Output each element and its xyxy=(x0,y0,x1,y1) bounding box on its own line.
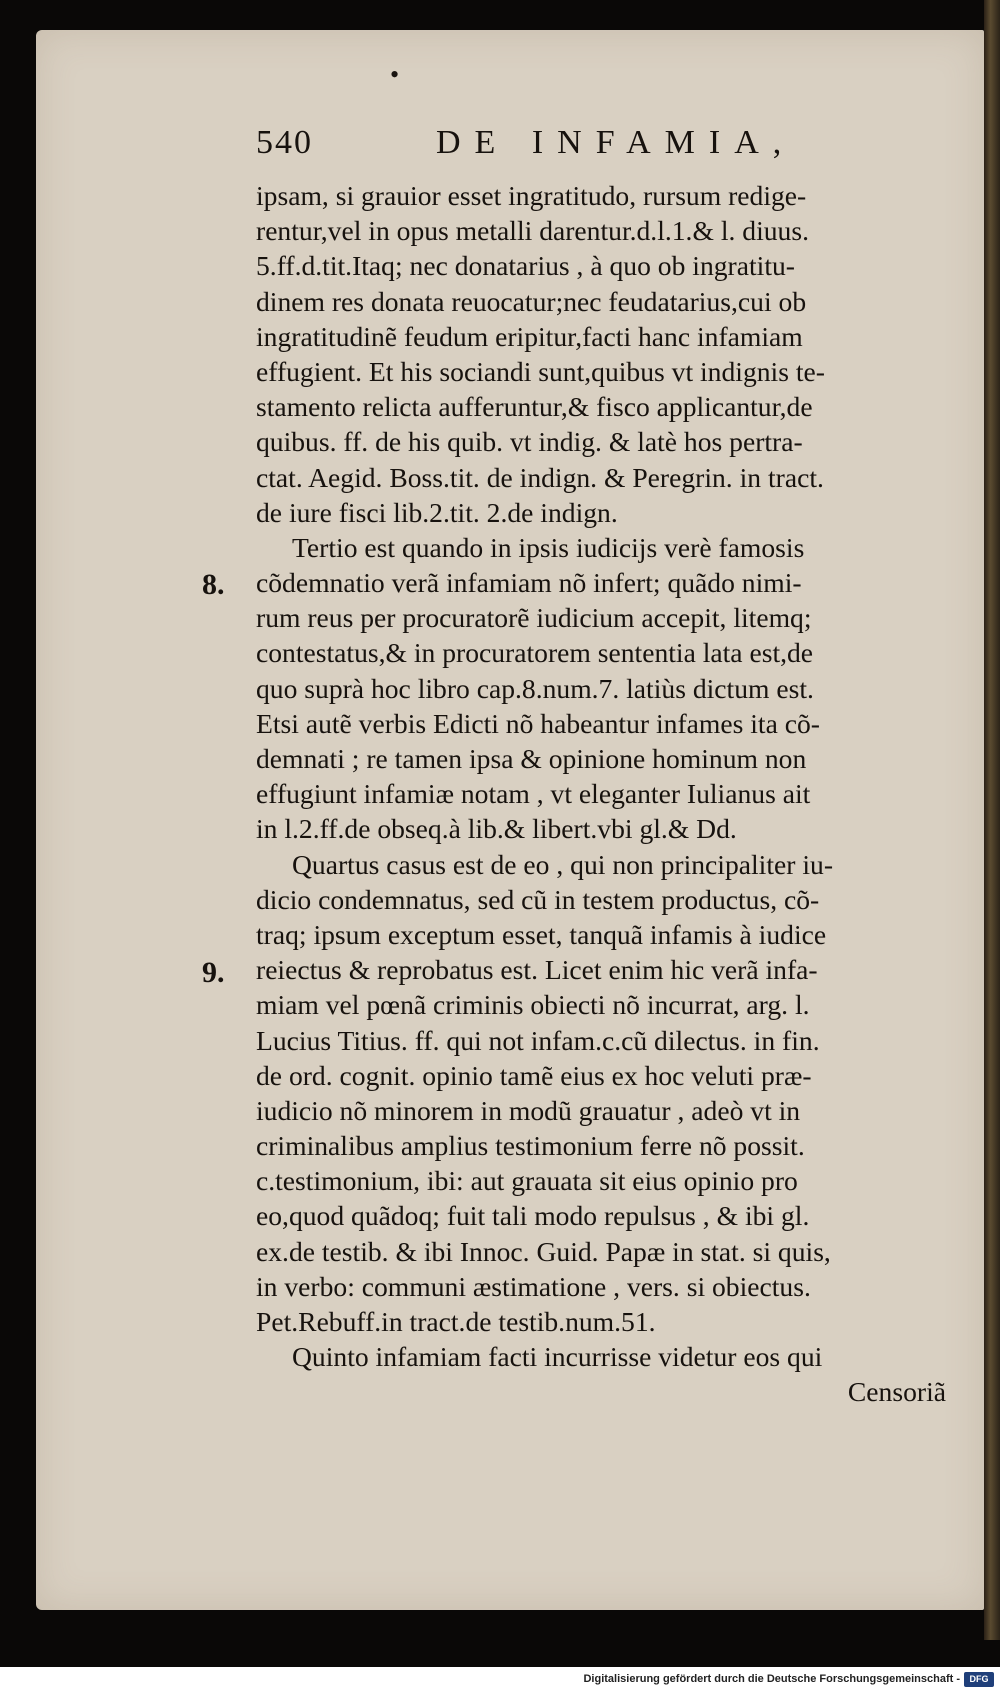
running-title: DE INFAMIA, xyxy=(436,124,796,161)
text-line: criminalibus amplius testimonium ferre nõ possit. xyxy=(256,1130,805,1162)
text-line: effugiunt infamiæ notam , vt eleganter Iulianus ait xyxy=(256,778,811,810)
footer-bar xyxy=(0,1667,1000,1695)
text-line: miam vel pœnã criminis obiecti nõ incurrat, arg. l. xyxy=(256,989,810,1021)
text-line: Tertio est quando in ipsis iudicijs verè famosis xyxy=(292,531,805,563)
text-line: 5.ff.d.tit.Itaq; nec donatarius , à quo ob ingratitu- xyxy=(256,250,795,282)
text-line: Lucius Titius. ff. qui not infam.c.cũ dilectus. in fin. xyxy=(256,1024,820,1056)
text-line: traq; ipsum exceptum esset, tanquã infamis à iudice xyxy=(256,918,827,950)
text-line: in verbo: communi æstimatione , vers. si obiectus. xyxy=(256,1270,811,1302)
text-line: dicio condemnatus, sed cũ in testem productus, cõ- xyxy=(256,883,820,915)
text-line: rentur,vel in opus metalli darentur.d.l.1.& l. diuus. xyxy=(256,215,809,247)
text-line: iudicio nõ minorem in modũ grauatur , adeò vt in xyxy=(256,1094,801,1126)
text-line: contestatus,& in procuratorem sententia lata est,de xyxy=(256,637,814,669)
footer-credit: Digitalisierung gefördert durch die Deutsche Forschungsgemeinschaft - xyxy=(583,1673,960,1685)
margin-number-9: 9. xyxy=(202,956,225,989)
body-text xyxy=(256,178,946,1410)
text-line: effugient. Et his sociandi sunt,quibus vt indignis te- xyxy=(256,355,825,387)
text-line: Quartus casus est de eo , qui non principaliter iu- xyxy=(292,848,834,880)
text-line: quibus. ff. de his quib. vt indig. & latè hos pertra- xyxy=(256,426,803,458)
text-line: dinem res donata reuocatur;nec feudatarius,cui ob xyxy=(256,285,807,317)
text-line: eo,quod quãdoq; fuit tali modo repulsus , & ibi gl. xyxy=(256,1200,810,1232)
page-number: 540 xyxy=(256,124,313,161)
text-line: rum reus per procuratorẽ iudicium accepit, litemq; xyxy=(256,602,812,634)
text-line: in l.2.ff.de obseq.à lib.& libert.vbi gl.& Dd. xyxy=(256,813,737,845)
text-line: ex.de testib. & ibi Innoc. Guid. Papæ in stat. si quis, xyxy=(256,1235,831,1267)
text-line: Etsi autẽ verbis Edicti nõ habeantur infames ita cõ- xyxy=(256,707,820,739)
text-line: de ord. cognit. opinio tamẽ eius ex hoc veluti præ- xyxy=(256,1059,812,1091)
text-line: ipsam, si grauior esset ingratitudo, rursum redige- xyxy=(256,180,807,211)
text-line: ingratitudinẽ feudum eripitur,facti hanc infamiam xyxy=(256,320,803,352)
text-line: demnati ; re tamen ipsa & opinione hominum non xyxy=(256,743,807,774)
text-line: Pet.Rebuff.in tract.de testib.num.51. xyxy=(256,1306,656,1337)
catchword: Censoriã xyxy=(847,1376,946,1408)
text-line: cõdemnatio verã infamiam nõ infert; quãdo nimi- xyxy=(256,567,802,599)
dfg-logo: DFG xyxy=(964,1672,994,1687)
text-line: reiectus & reprobatus est. Licet enim hic verã infa- xyxy=(256,954,818,986)
text-line: stamento relicta aufferuntur,& fisco applicantur,de xyxy=(256,391,813,423)
page-edge xyxy=(984,0,1000,1640)
margin-number-8: 8. xyxy=(202,568,225,601)
ink-dot: • xyxy=(390,60,400,89)
text-line: ctat. Aegid. Boss.tit. de indign. & Peregrin. in tract. xyxy=(256,461,824,493)
page-header xyxy=(256,124,956,174)
text-line: c.testimonium, ibi: aut grauata sit eius opinio pro xyxy=(256,1165,798,1197)
text-line: quo suprà hoc libro cap.8.num.7. latiùs dictum est. xyxy=(256,672,814,704)
text-line: de iure fisci lib.2.tit. 2.de indign. xyxy=(256,496,618,528)
text-line: Quinto infamiam facti incurrisse videtur eos qui xyxy=(292,1341,823,1373)
